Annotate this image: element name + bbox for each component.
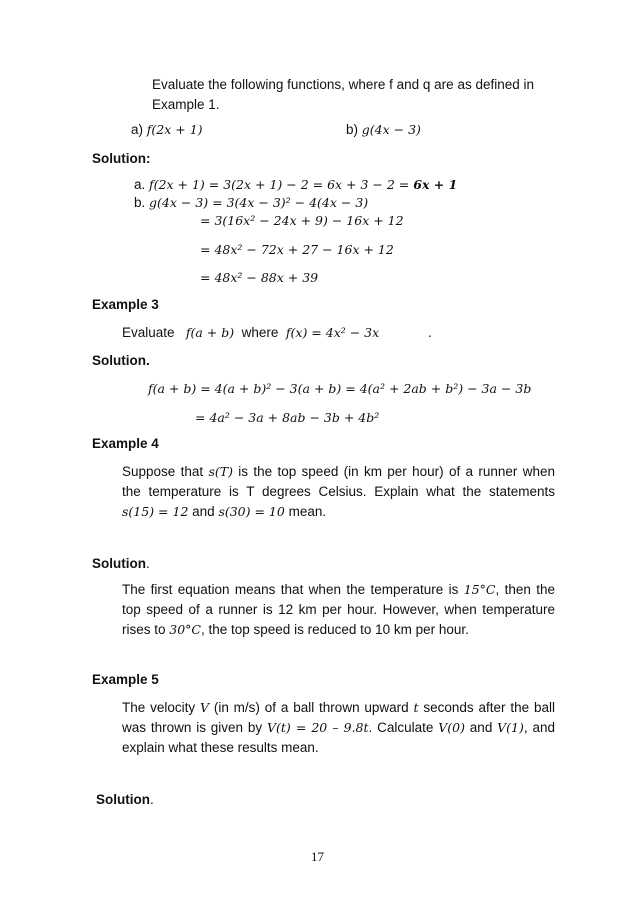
- exercise-a-expression: f(2x + 1): [146, 122, 203, 137]
- example-5-heading: Example 5: [92, 672, 159, 687]
- solution-4-heading-dot: .: [146, 556, 150, 571]
- example-5-math-1: V: [199, 700, 209, 715]
- example-4-math-1: s(T): [208, 464, 233, 479]
- example-3-prompt: [122, 325, 379, 340]
- solution-1-a-result: 6x + 1: [413, 177, 458, 192]
- example-4-math-3: s(30) = 10: [218, 504, 285, 519]
- solution-1-b: [134, 195, 368, 210]
- solution-1-b-line-3: = 48x² − 72x + 27 − 16x + 12: [200, 242, 394, 257]
- exercise-a-label: a): [131, 122, 144, 137]
- solution-1-b-line-2: = 3(16x² − 24x + 9) − 16x + 12: [200, 213, 404, 228]
- solution-4-math-2: 30°C: [169, 622, 201, 637]
- solution-4-text: [122, 580, 555, 640]
- example-5-text: [122, 698, 555, 758]
- example-4-text: [122, 462, 555, 522]
- solution-4-heading-text: Solution: [92, 556, 146, 571]
- example-3-evaluate: Evaluate: [122, 325, 175, 340]
- solution-5-heading-text: Solution: [96, 792, 150, 807]
- solution-4-text-1: The first equation means that when the temperature is: [122, 582, 464, 597]
- exercise-b-expression: g(4x − 3): [361, 122, 421, 137]
- exercise-b-label: b): [346, 122, 359, 137]
- solution-1-b-expression: g(4x − 3) = 3(4x − 3)² − 4(4x − 3): [149, 195, 369, 210]
- exercise-a: [131, 122, 203, 137]
- exercise-b: [346, 122, 421, 137]
- solution-1-a: [134, 177, 457, 192]
- example-4-text-1: Suppose that: [122, 464, 209, 479]
- solution-3-heading: Solution.: [92, 353, 150, 368]
- example-5-math-5: V(1): [497, 720, 524, 735]
- solution-5-heading: [96, 792, 154, 807]
- example-3-definition: f(x) = 4x² − 3x: [285, 325, 380, 340]
- example-5-text-1: The velocity: [122, 700, 200, 715]
- solution-1-b-line-4: = 48x² − 88x + 39: [200, 270, 319, 285]
- example-5-text-2: (in m/s) of a ball thrown upward: [209, 700, 414, 715]
- solution-1-a-label: a.: [134, 177, 146, 192]
- example-3-heading: Example 3: [92, 297, 159, 312]
- solution-1-a-expression: f(2x + 1) = 3(2x + 1) − 2 = 6x + 3 − 2 =: [149, 177, 414, 192]
- example-5-math-4: V(0): [438, 720, 465, 735]
- solution-5-heading-dot: .: [150, 792, 154, 807]
- example-4-math-2: s(15) = 12: [122, 504, 189, 519]
- example-5-text-5: and: [464, 720, 498, 735]
- solution-3-line-1: f(a + b) = 4(a + b)² − 3(a + b) = 4(a² + 2ab + b²) − 3a − 3b: [148, 381, 532, 396]
- solution-4-text-3: , the top speed is reduced to 10 km per hour.: [201, 622, 469, 637]
- example-5-text-6: , and explain what these results mean.: [122, 720, 555, 755]
- example-4-text-3: and: [188, 504, 219, 519]
- example-5-text-3: seconds after the ball was thrown is given by: [122, 700, 555, 735]
- example-3-expression: f(a + b): [185, 325, 235, 340]
- solution-4-heading: [92, 556, 150, 571]
- example-4-text-2: is the top speed (in km per hour) of a runner when the temperature is T degrees Celsius. Explain what the statements: [122, 464, 555, 499]
- page-number: 17: [311, 849, 324, 864]
- example-3-period: .: [428, 325, 432, 340]
- example-4-text-4: mean.: [284, 504, 327, 519]
- example-5-math-2: t: [413, 700, 419, 715]
- solution-1-b-label: b.: [134, 195, 146, 210]
- solution-3-line-2: = 4a² − 3a + 8ab − 3b + 4b²: [195, 410, 380, 425]
- example-5-math-3: V(t) = 20 – 9.8t: [266, 720, 369, 735]
- example-3-where: where: [241, 325, 279, 340]
- solution-4-text-2: , then the top speed of a runner is 12 km per hour. However, when temperature rises to: [122, 582, 555, 637]
- solution-4-math-1: 15°C: [463, 582, 496, 597]
- intro-line-2: Example 1.: [152, 97, 220, 112]
- example-4-heading: Example 4: [92, 436, 159, 451]
- intro-line-1: Evaluate the following functions, where f and q are as defined in: [152, 77, 534, 92]
- solution-1-heading: Solution:: [92, 151, 151, 166]
- example-5-text-4: . Calculate: [368, 720, 439, 735]
